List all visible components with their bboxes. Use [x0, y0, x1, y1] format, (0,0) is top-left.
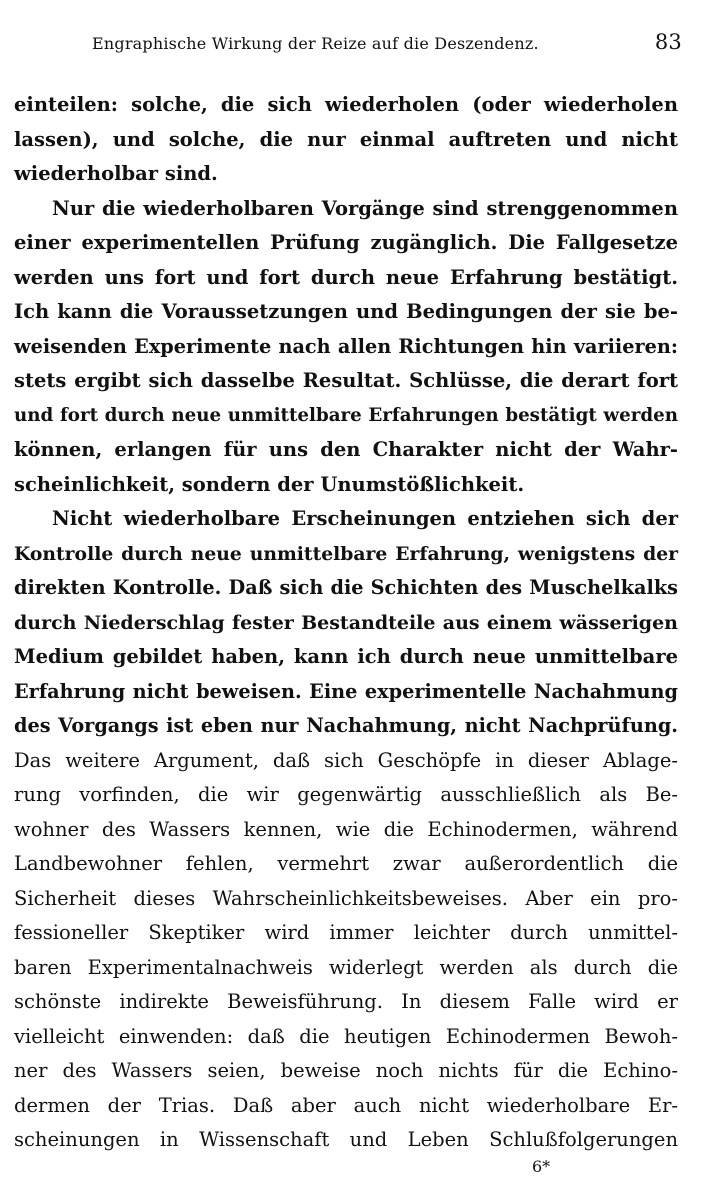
text-line: einteilen: solche, die sich wiederholen (oder wiederholen: [14, 93, 678, 116]
text-line: schönste indirekte Beweisführung. In diesem Falle wird er: [14, 990, 678, 1013]
text-line: einer experimentellen Prüfung zugänglich. Die Fallgesetze: [14, 231, 678, 254]
text-line: baren Experimentalnachweis widerlegt werden als durch die: [14, 955, 678, 979]
text-line: Kontrolle durch neue unmittelbare Erfahrung, wenigstens der: [14, 542, 678, 565]
page-number: 83: [654, 30, 682, 54]
body-text: [14, 88, 678, 1158]
running-title: Engraphische Wirkung der Reize auf die Deszendenz.: [92, 34, 539, 53]
text-line: werden uns fort und fort durch neue Erfahrung bestätigt.: [14, 265, 678, 289]
text-line: Landbewohner fehlen, vermehrt zwar außerordentlich die: [14, 852, 678, 875]
text-line: wohner des Wassers kennen, wie die Echinodermen, während: [14, 817, 678, 841]
text-line: Erfahrung nicht beweisen. Eine experimentelle Nachahmung: [14, 679, 678, 703]
text-line: des Vorgangs ist eben nur Nachahmung, nicht Nachprüfung.: [14, 714, 678, 737]
text-line: ner des Wassers seien, beweise noch nichts für die Echino-: [14, 1059, 678, 1082]
text-line: durch Niederschlag fester Bestandteile aus einem wässerigen: [14, 611, 678, 634]
text-line: Das weitere Argument, daß sich Geschöpfe in dieser Ablage-: [14, 748, 678, 772]
text-line: scheinungen in Wissenschaft und Leben Schlußfolgerungen: [14, 1128, 678, 1151]
text-line: rung vorfinden, die wir gegenwärtig ausschließlich als Be-: [14, 783, 678, 806]
text-line: vielleicht einwenden: daß die heutigen Echinodermen Bewoh-: [14, 1024, 678, 1048]
text-line: direkten Kontrolle. Daß sich die Schichten des Muschelkalks: [14, 576, 678, 599]
text-line: Sicherheit dieses Wahrscheinlichkeitsbeweises. Aber ein pro-: [14, 886, 678, 910]
text-line: dermen der Trias. Daß aber auch nicht wiederholbare Er-: [14, 1093, 678, 1117]
text-line: Medium gebildet haben, kann ich durch neue unmittelbare: [14, 645, 678, 668]
text-line: stets ergibt sich dasselbe Resultat. Schlüsse, die derart fort: [14, 369, 678, 392]
text-line: und fort durch neue unmittelbare Erfahrungen bestätigt werden: [14, 404, 678, 426]
text-line: fessioneller Skeptiker wird immer leichter durch unmittel-: [14, 921, 678, 944]
signature-mark: 6*: [532, 1157, 551, 1176]
text-line: Nicht wiederholbare Erscheinungen entziehen sich der: [52, 507, 678, 530]
text-line: weisenden Experimente nach allen Richtungen hin variieren:: [14, 334, 678, 358]
text-line: lassen), und solche, die nur einmal auftreten und nicht: [14, 127, 678, 151]
text-line: Ich kann die Voraussetzungen und Bedingungen der sie be-: [14, 300, 678, 323]
text-line: scheinlichkeit, sondern der Unumstößlichkeit.: [14, 472, 525, 496]
text-line: können, erlangen für uns den Charakter nicht der Wahr-: [14, 438, 678, 461]
text-line: wiederholbar sind.: [14, 162, 218, 185]
text-line: Nur die wiederholbaren Vorgänge sind strenggenommen: [52, 196, 678, 220]
